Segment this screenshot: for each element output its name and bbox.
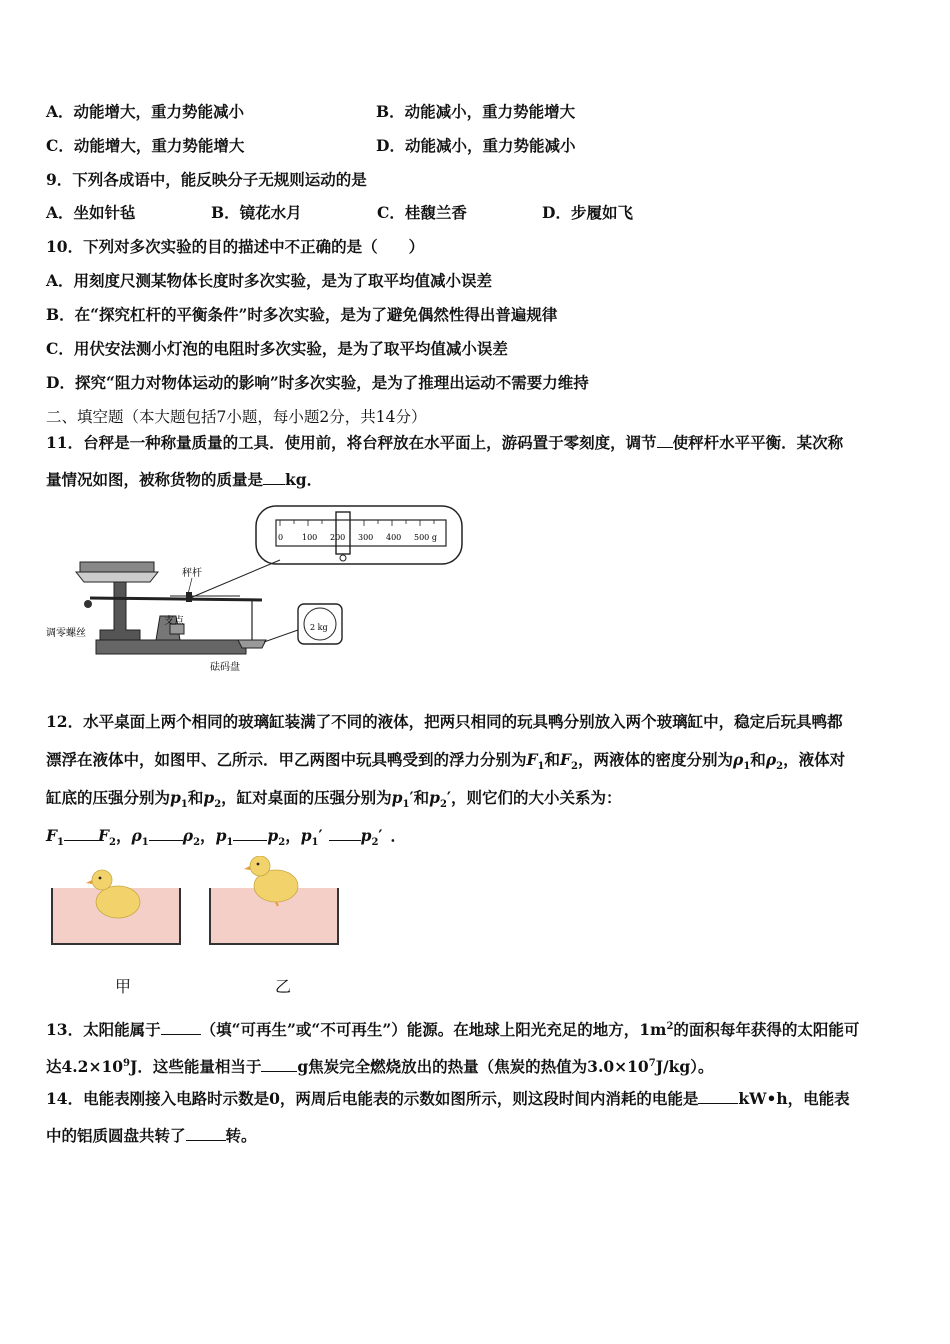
scale-base xyxy=(96,640,246,654)
symbol-p: p xyxy=(215,826,227,845)
q12-text: 缸底的压强分别为 xyxy=(46,788,171,807)
q11-text: 量情况如图，被称货物的质量是 xyxy=(46,470,264,489)
q13-line1 xyxy=(46,1017,859,1040)
period: ． xyxy=(390,826,407,845)
q11-blank-2[interactable] xyxy=(263,470,285,485)
separator: ， xyxy=(285,826,301,845)
subscript: 2 xyxy=(278,837,286,849)
q12-text: 和 xyxy=(413,788,430,807)
subscript: 2 xyxy=(776,761,784,773)
q14-text: 中的铝质圆盘共转了 xyxy=(46,1126,186,1145)
symbol-F: F xyxy=(46,826,58,845)
label-pivot: 支点 xyxy=(164,616,184,627)
q10-stem: 10．下列对多次实验的目的描述中不正确的是（ ） xyxy=(46,237,425,256)
symbol-F: F xyxy=(97,826,109,845)
q9-option-b: B．镜花水月 xyxy=(211,203,302,222)
prime: ′ xyxy=(409,788,414,807)
subscript: 1 xyxy=(180,799,188,811)
q12-text: ，液体对 xyxy=(783,750,846,769)
q13-text: 13．太阳能属于 xyxy=(46,1020,161,1040)
duck-tanks-figure xyxy=(44,856,344,956)
q12-text: 和 xyxy=(544,750,561,769)
subscript: 2 xyxy=(439,799,447,811)
subscript: 1 xyxy=(57,837,64,849)
symbol-rho: ρ xyxy=(182,826,194,845)
zoom-pointer xyxy=(190,560,280,598)
prime: ′ xyxy=(378,826,383,845)
subscript: 1 xyxy=(226,837,234,849)
caption-jia: 甲 xyxy=(115,977,132,996)
q14-blank-2[interactable] xyxy=(186,1126,226,1141)
q14-blank-1[interactable] xyxy=(698,1089,738,1104)
q10-option-a: A．用刻度尺测某物体长度时多次实验，是为了取平均值减小误差 xyxy=(46,271,493,290)
q13-blank-1[interactable] xyxy=(161,1020,201,1035)
symbol-p: p xyxy=(267,826,279,845)
q12-answer-line xyxy=(46,826,406,853)
symbol-rho: ρ xyxy=(765,750,777,769)
q12-blank-3[interactable] xyxy=(233,826,267,841)
separator: ， xyxy=(200,826,216,845)
q12-text: 和 xyxy=(750,750,766,769)
q8-option-d: D．动能减小，重力势能减小 xyxy=(376,136,576,155)
q8-option-c: C．动能增大，重力势能增大 xyxy=(46,136,245,155)
q12-text: ，两液体的密度分别为 xyxy=(578,750,734,769)
q9-option-d: D．步履如飞 xyxy=(542,203,633,222)
subscript: 2 xyxy=(371,837,379,849)
separator: ， xyxy=(115,826,132,845)
symbol-p: p xyxy=(429,788,440,807)
goods xyxy=(80,562,154,572)
q13-text: J/kg）。 xyxy=(655,1057,714,1077)
tick-label: 500 g xyxy=(414,533,437,542)
zero-screw xyxy=(84,600,92,608)
scale-column xyxy=(100,582,140,640)
symbol-p: p xyxy=(203,788,215,807)
subscript: 2 xyxy=(109,837,116,849)
q13-blank-2[interactable] xyxy=(261,1057,297,1072)
symbol-F: F xyxy=(560,750,572,769)
q11-line2 xyxy=(46,470,322,490)
weight-pointer xyxy=(264,630,298,642)
q11-text: 11．台秤是一种称量质量的工具．使用前，将台秤放在水平面上，游码置于零刻度，调节 xyxy=(46,433,657,452)
symbol-p: p xyxy=(391,788,403,807)
q12-text: 和 xyxy=(187,788,204,807)
beam-rider xyxy=(186,592,192,602)
q13-text: 达4.2×10 xyxy=(46,1057,124,1077)
q11-text: kg． xyxy=(285,470,323,489)
balance-beam xyxy=(90,598,262,600)
symbol-p: p xyxy=(170,788,181,807)
subscript: 1 xyxy=(311,837,319,849)
q10-option-d: D．探究“阻力对物体运动的影响”时多次实验，是为了推理出运动不需要力维持 xyxy=(46,373,589,392)
q12-blank-2[interactable] xyxy=(149,826,183,841)
q13-text: 的面积每年获得的太阳能可 xyxy=(673,1020,860,1040)
tick-label: 100 xyxy=(302,533,318,542)
weight-pan xyxy=(238,640,266,648)
symbol-p: p xyxy=(300,826,312,845)
section-heading: 二、填空题（本大题包括7小题，每小题2分，共14分） xyxy=(46,408,427,426)
label-screw: 调零螺丝 xyxy=(46,628,86,639)
q11-text: 使秤杆水平平衡．某次称 xyxy=(672,433,844,452)
q9-option-a: A．坐如针毡 xyxy=(46,203,136,222)
q13-text: （填“可再生”或“不可再生”）能源。在地球上阳光充足的地方，1m xyxy=(200,1020,667,1040)
q9-option-c: C．桂馥兰香 xyxy=(377,203,467,222)
q14-line2 xyxy=(46,1126,257,1146)
superscript: 7 xyxy=(648,1058,656,1069)
q12-text: ，缸对桌面的压强分别为 xyxy=(221,788,392,807)
q13-line2 xyxy=(46,1054,714,1077)
subscript: 1 xyxy=(743,761,751,773)
q12-blank-1[interactable] xyxy=(64,826,98,841)
superscript: 2 xyxy=(666,1021,674,1032)
platform-scale-figure xyxy=(40,500,470,680)
q14-text: kW•h，电能表 xyxy=(738,1089,850,1108)
q8-option-b: B．动能减小，重力势能增大 xyxy=(376,102,576,121)
q11-line1 xyxy=(46,433,843,453)
subscript: 1 xyxy=(402,799,410,811)
symbol-rho: ρ xyxy=(131,826,142,845)
q12-line1: 12．水平桌面上两个相同的玻璃缸装满了不同的液体，把两只相同的玩具鸭分别放入两个玻璃缸中，稳定后玩具鸭都 xyxy=(46,712,843,731)
q9-stem: 9．下列各成语中，能反映分子无规则运动的是 xyxy=(46,170,367,189)
tick-label: 300 xyxy=(358,533,374,542)
caption-yi: 乙 xyxy=(275,977,292,996)
q14-text: 转。 xyxy=(225,1126,257,1145)
q13-text: J．这些能量相当于 xyxy=(130,1057,262,1077)
symbol-p: p xyxy=(360,826,372,845)
prime: ′ xyxy=(446,788,451,807)
goods-pan xyxy=(76,572,158,582)
subscript: 1 xyxy=(141,837,149,849)
q12-text: 漂浮在液体中，如图甲、乙所示．甲乙两图中玩具鸭受到的浮力分别为 xyxy=(46,750,527,769)
q10-option-c: C．用伏安法测小灯泡的电阻时多次实验，是为了取平均值减小误差 xyxy=(46,339,508,358)
q8-option-a: A．动能增大，重力势能减小 xyxy=(46,102,245,121)
q12-line2 xyxy=(46,750,845,777)
q14-line1 xyxy=(46,1089,850,1109)
q14-text: 14．电能表刚接入电路时示数是0，两周后电能表的示数如图所示，则这段时间内消耗的电能是 xyxy=(46,1089,699,1108)
label-pan: 砝码盘 xyxy=(210,662,240,673)
q12-text: ，则它们的大小关系为： xyxy=(451,788,622,807)
tick-label: 200 xyxy=(330,533,346,542)
q11-blank-1[interactable] xyxy=(657,433,673,448)
prime: ′ xyxy=(318,826,323,845)
tick-label: 400 xyxy=(386,533,402,542)
q12-line3 xyxy=(46,788,622,815)
label-beam: 秤杆 xyxy=(182,568,202,579)
tick-label: 0 xyxy=(278,533,284,542)
q10-option-b: B．在“探究杠杆的平衡条件”时多次实验，是为了避免偶然性得出普遍规律 xyxy=(46,305,558,324)
subscript: 1 xyxy=(537,761,545,773)
q13-text: g焦炭完全燃烧放出的热量（焦炭的热值为3.0×10 xyxy=(297,1057,649,1077)
subscript: 2 xyxy=(214,799,222,811)
superscript: 9 xyxy=(123,1058,130,1069)
symbol-F: F xyxy=(526,750,538,769)
weight-label: 2 kg xyxy=(310,623,328,632)
q12-blank-4[interactable] xyxy=(329,826,361,841)
subscript: 2 xyxy=(571,761,578,773)
subscript: 2 xyxy=(193,837,201,849)
symbol-rho: ρ xyxy=(733,750,744,769)
rider-knob xyxy=(340,555,346,561)
